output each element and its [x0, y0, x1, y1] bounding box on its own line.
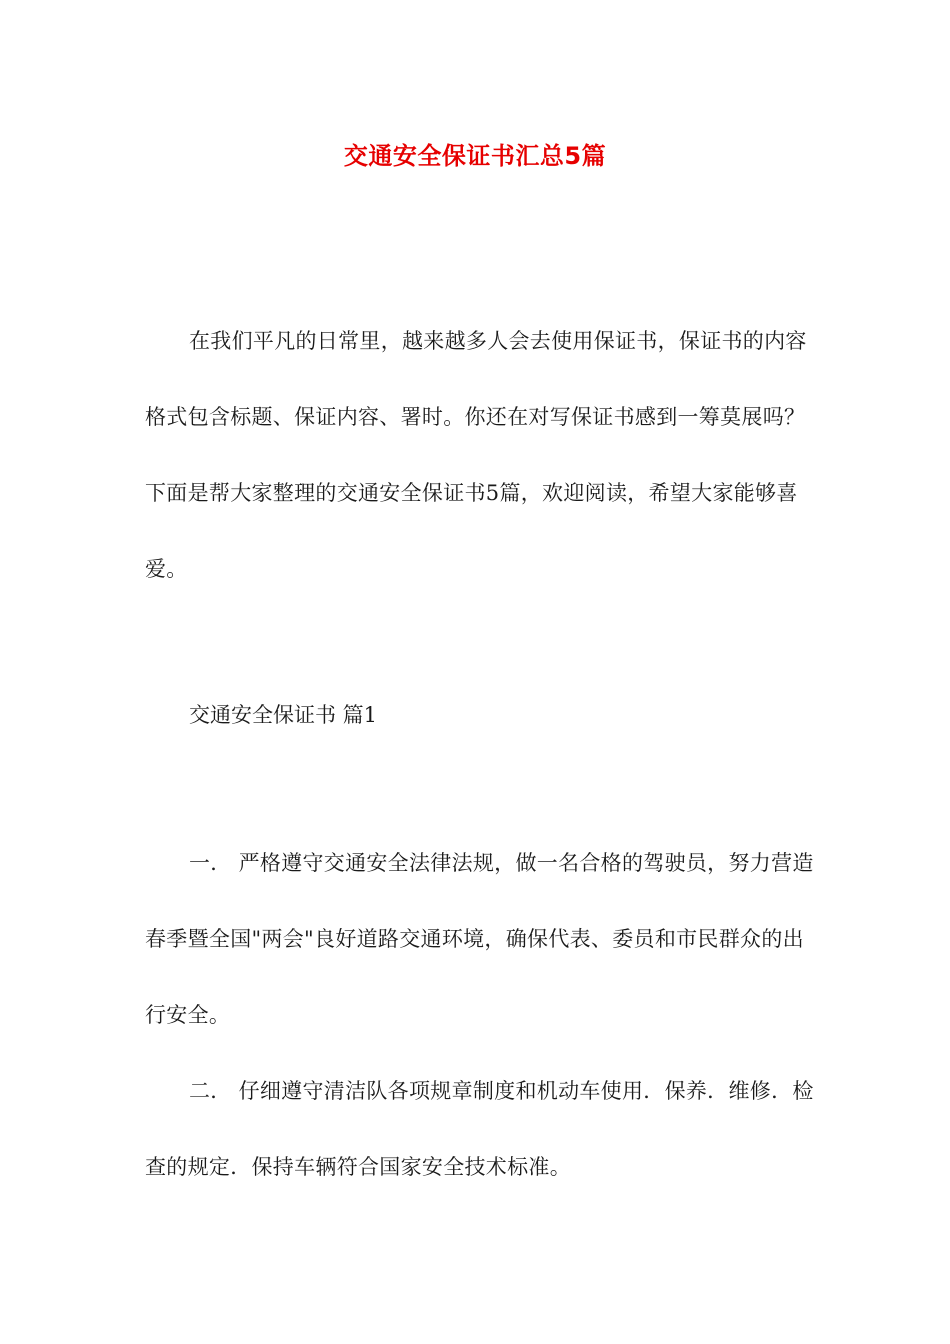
document-title: 交通安全保证书汇总5篇 [343, 142, 607, 170]
list-item: 一． 严格遵守交通安全法律法规，做一名合格的驾驶员，努力营造春季暨全国"两会"良好道路交通环境，确保代表、委员和市民群众的出行安全。 [145, 851, 814, 1027]
list-item: 二． 仔细遵守清洁队各项规章制度和机动车使用．保养．维修．检查的规定．保持车辆符合国家安全技术标准。 [145, 1079, 814, 1179]
section-heading: 交通安全保证书 篇1 [189, 703, 378, 727]
intro-paragraph: 在我们平凡的日常里，越来越多人会去使用保证书，保证书的内容格式包含标题、保证内容、署时。你还在对写保证书感到一筹莫展吗？下面是帮大家整理的交通安全保证书5篇，欢迎阅读，希望大家能够喜爱。 [145, 329, 807, 581]
